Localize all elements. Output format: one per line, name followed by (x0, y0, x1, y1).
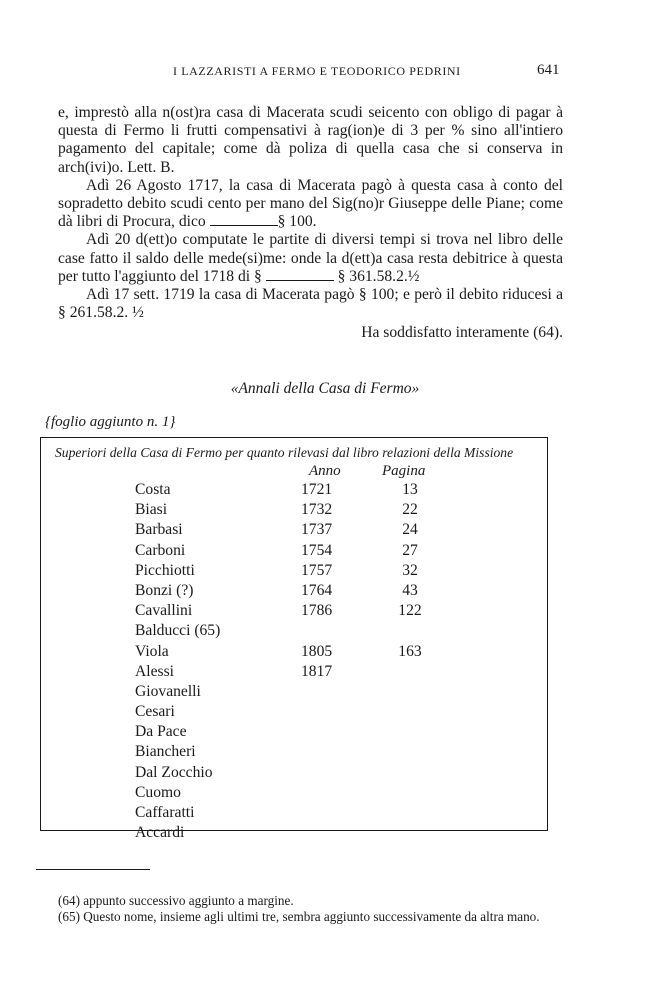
name-cell: Cuomo (135, 783, 181, 801)
amount-blank (210, 215, 278, 226)
year-cell: 1817 (301, 662, 333, 680)
name-cell: Caffaratti (135, 804, 195, 821)
running-title: I LAZZARISTI A FERMO E TEODORICO PEDRINI (173, 64, 461, 78)
year-cell: 1732 (301, 501, 333, 519)
table-row (41, 683, 547, 703)
year-cell: 1757 (301, 561, 333, 579)
amount-blank (266, 270, 334, 281)
paragraph-payment-1717 (58, 177, 563, 232)
table-row (41, 521, 547, 541)
signoff-note: Ha soddisfatto interamente (64). (361, 324, 563, 342)
table-row (41, 663, 547, 683)
table-row (41, 804, 547, 824)
table-row (41, 481, 547, 501)
name-cell: Costa (135, 481, 171, 498)
name-cell: Accardi (135, 824, 185, 842)
year-cell: 1764 (301, 581, 333, 599)
name-cell: Biancheri (135, 743, 196, 761)
amount-value: § 361.58.2.½ (337, 267, 420, 285)
table-row (41, 784, 547, 804)
name-cell: Picchiotti (135, 561, 195, 579)
year-cell: 1721 (301, 481, 333, 498)
table-row (41, 764, 547, 784)
footnote-rule (36, 869, 150, 870)
name-cell: Alessi (135, 662, 174, 680)
page-cell: 163 (398, 642, 422, 660)
name-cell: Cesari (135, 703, 175, 721)
page-cell: 27 (402, 541, 418, 559)
paragraph-balance (58, 231, 563, 286)
column-header-pagina: Pagina (382, 463, 426, 479)
table-heading: Superiori della Casa di Fermo per quanto rilevasi dal libro relazioni della Missione (55, 445, 514, 460)
footnotes (36, 893, 548, 925)
name-cell: Carboni (135, 541, 186, 559)
column-header-anno: Anno (309, 463, 341, 479)
paragraph-loan: e, imprestò alla n(ost)ra casa di Macerata scudi seicento con obligo di pagar à questa di Fermo li frutti compensativi à rag(ion)e di 3 per % sino all'intiero pagamento del capitale; come dà poliza di quella casa che si conserva in arch(ivi)o. Lett. B. (58, 104, 563, 176)
amount-value: § 100. (277, 213, 317, 231)
name-cell: Bonzi (?) (135, 581, 194, 599)
table-row (41, 501, 547, 521)
page-cell: 122 (398, 602, 422, 620)
paragraph-balance-text: Adì 20 d(ett)o computate le partite di diversi tempi si trova nel libro delle case fatto il saldo delle mede(si)me: onde la d(ett)a casa resta debitrice à questa per tutto l'aggiunto del 1718 di § (58, 231, 563, 285)
table-row (41, 562, 547, 582)
footnote-64: (64) appunto successivo aggiunto a margine. (58, 893, 294, 908)
table-row (41, 703, 547, 723)
year-cell: 1786 (301, 602, 333, 620)
table-row (41, 643, 547, 663)
footnote-65: (65) Questo nome, insieme agli ultimi tre, sembra aggiunto successivamente da altra mano. (58, 908, 540, 924)
year-cell: 1805 (301, 642, 333, 660)
name-cell: Viola (135, 642, 169, 660)
section-title: «Annali della Casa di Fermo» (230, 380, 420, 397)
name-cell: Da Pace (135, 723, 187, 741)
name-cell: Biasi (135, 501, 168, 519)
table-row (41, 582, 547, 602)
table-row (41, 622, 547, 642)
page-number: 641 (537, 62, 560, 78)
page-cell: 43 (402, 581, 418, 599)
year-cell: 1754 (301, 541, 333, 559)
name-cell: Cavallini (135, 602, 193, 620)
page-cell: 13 (402, 481, 418, 498)
table-row (41, 824, 547, 844)
foglio-note: {foglio aggiunto n. 1} (45, 414, 176, 430)
table-row (41, 542, 547, 562)
name-cell: Giovanelli (135, 682, 201, 700)
name-cell: Barbasi (135, 521, 183, 539)
page-cell: 32 (402, 561, 418, 579)
page-cell: 24 (402, 521, 418, 539)
name-cell: Balducci (65) (135, 622, 221, 640)
table-row (41, 602, 547, 622)
table-rows (41, 481, 547, 844)
name-cell: Dal Zocchio (135, 763, 213, 781)
year-cell: 1737 (301, 521, 333, 539)
table-row (41, 723, 547, 743)
table-row (41, 743, 547, 763)
paragraph-payment-1719: Adì 17 sett. 1719 la casa di Macerata pagò § 100; e però il debito riducesi a § 261.58.2. ½ (58, 286, 563, 322)
paragraph-payment-1717-text: Adì 26 Agosto 1717, la casa di Macerata pagò à questa casa à conto del sopradetto debito scudi cento per mano del Sig(no)r Giuseppe delle Piane; come dà libri di Procura, dico (58, 176, 563, 231)
superiors-table (40, 437, 548, 842)
body-text (58, 104, 563, 343)
page-cell: 22 (402, 501, 418, 519)
